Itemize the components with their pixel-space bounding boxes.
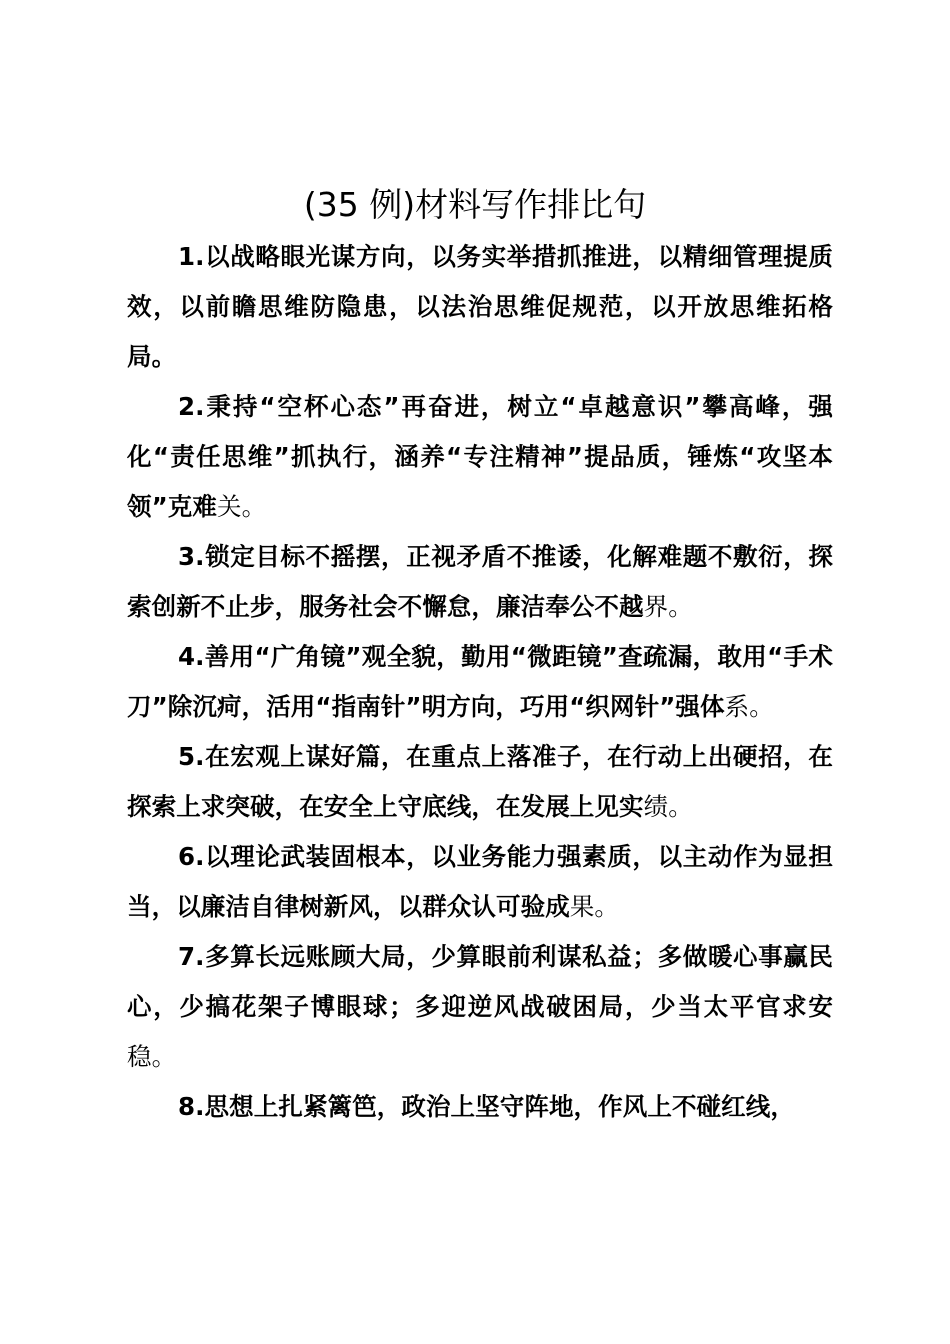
- paragraph-5: [127, 732, 833, 832]
- paragraph-7: [127, 932, 833, 1082]
- paragraph-text: 7.多算长远账顾大局，少算眼前利谋私益；多做暖心事赢民心，少搞花架子博眼球；多迎逆风战破困局，少当太平官求安: [127, 942, 833, 1021]
- paragraph-text: 2.秉持“空杯心态”再奋进，树立“卓越意识”攀高峰，强化“责任思维”抓执行，涵养“专注精神”提品质，锤炼“攻坚本领”克难: [127, 392, 833, 521]
- paragraph-tail: 绩。: [643, 792, 693, 821]
- paragraph-3: [127, 532, 833, 632]
- paragraph-tail: 界。: [643, 592, 693, 621]
- paragraph-4: [127, 632, 833, 732]
- paragraph-2: [127, 382, 833, 532]
- document-body: [127, 232, 833, 1132]
- paragraph-6: [127, 832, 833, 932]
- paragraph-text: 1.以战略眼光谋方向，以务实举措抓推进，以精细管理提质效，以前瞻思维防隐患，以法治思维促规范，以开放思维拓格局。: [127, 242, 833, 371]
- paragraph-1: [127, 232, 833, 382]
- paragraph-tail: 系。: [724, 692, 774, 721]
- paragraph-tail: 果。: [569, 892, 620, 921]
- paragraph-text: 5.在宏观上谋好篇，在重点上落准子，在行动上出硬招，在探索上求突破，在安全上守底线，在发展上见实: [127, 742, 833, 821]
- paragraph-text: 6.以理论武装固根本，以业务能力强素质，以主动作为显担当，以廉洁自律树新风，以群众认可验成: [127, 842, 833, 921]
- paragraph-text: 8.思想上扎紧篱笆，政治上坚守阵地，作风上不碰红线，: [178, 1092, 795, 1121]
- document-title: (35 例)材料写作排比句: [303, 185, 647, 224]
- paragraph-text: 3.锁定目标不摇摆，正视矛盾不推诿，化解难题不敷衍，探索创新不止步，服务社会不懈怠，廉洁奉公不越: [127, 542, 833, 621]
- paragraph-tail: 稳。: [127, 1042, 177, 1071]
- paragraph-8: [127, 1082, 833, 1132]
- paragraph-text: 4.善用“广角镜”观全貌，勤用“微距镜”查疏漏，敢用“手术刀”除沉疴，活用“指南针”明方向，巧用“织网针”强体: [127, 642, 833, 721]
- paragraph-tail: 关。: [217, 492, 267, 521]
